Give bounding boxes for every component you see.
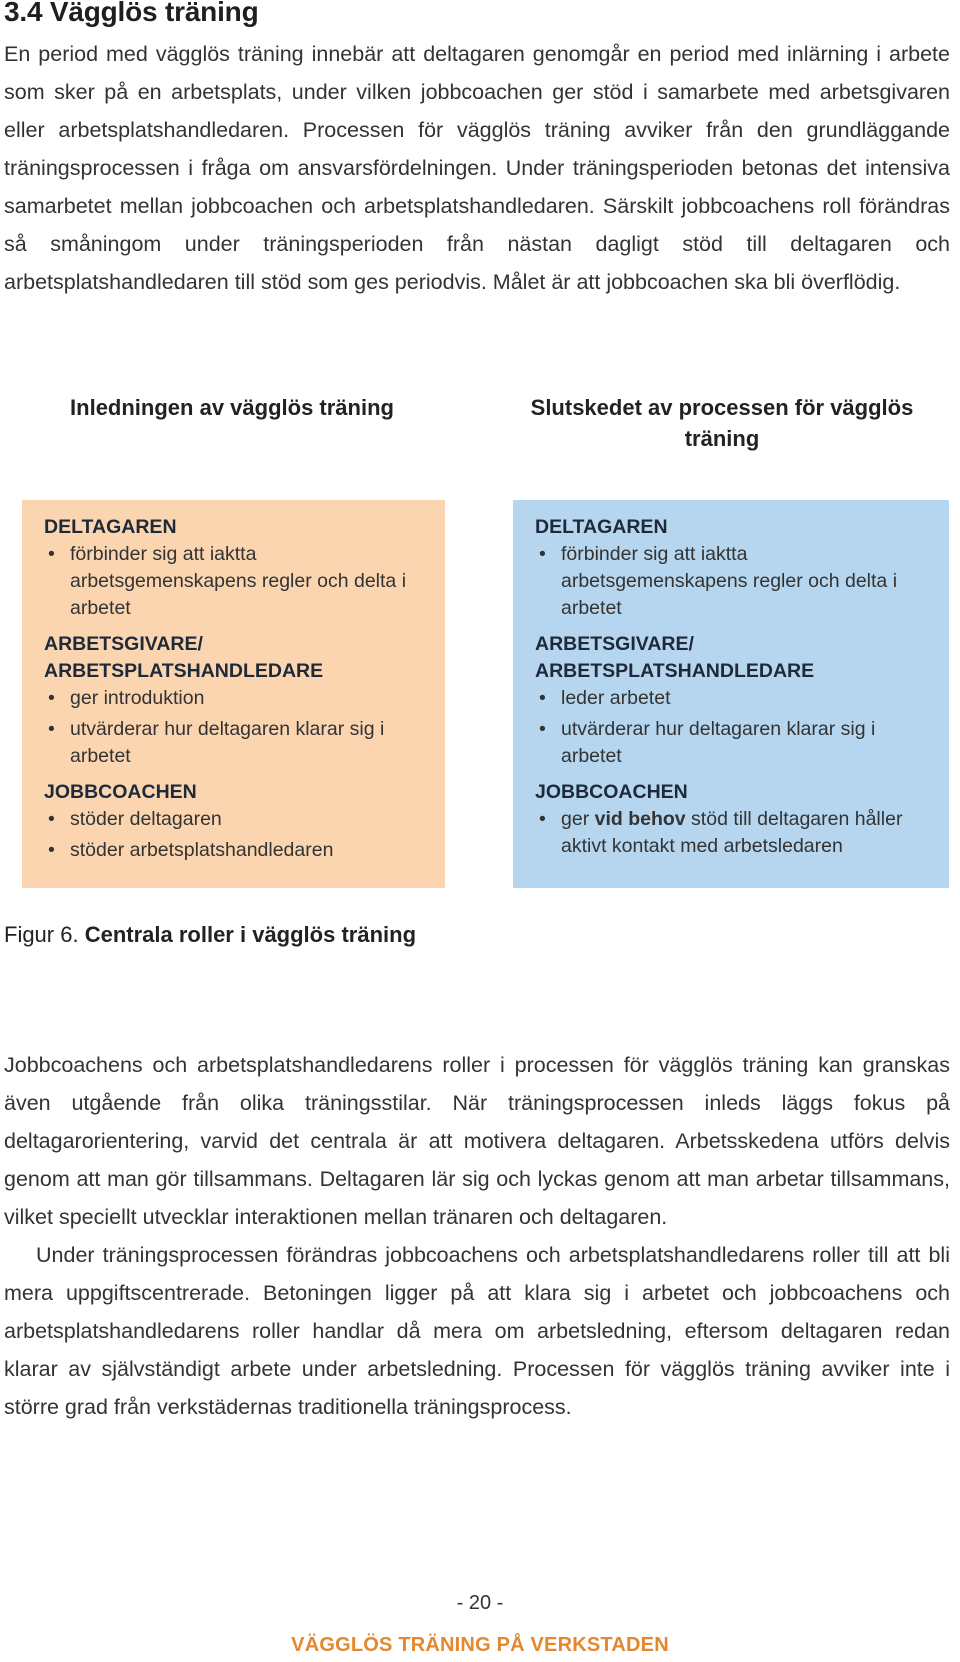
role-item-text: ger introduktion bbox=[70, 687, 205, 709]
body-paragraph: Jobbcoachens och arbetsplatshandledarens roller i processen för vägglös träning kan granskas även utgående från olika träningsstilar. När träningsprocessen inleds läggs fokus på deltagarorientering, varvid det centrala är att motivera deltagaren. Arbetsskedena utförs delvis genom att man gör tillsammans. Deltagaren lär sig och lyckas genom att man arbetar tillsammans, vilket speciellt utvecklar interaktionen mellan tränaren och deltagaren. bbox=[4, 1053, 950, 1229]
role-item-emphasis: vid behov bbox=[594, 808, 686, 830]
bullet-marker: • bbox=[48, 839, 55, 861]
role-title: DELTAGAREN bbox=[535, 516, 668, 538]
initial-phase-box bbox=[22, 500, 445, 888]
role-group bbox=[535, 779, 935, 860]
page-number: - 20 - bbox=[456, 1592, 504, 1614]
intro-paragraph: En period med vägglös träning innebär att deltagaren genomgår en period med inlärning i arbete som sker på en arbetsplats, under vilken jobbcoachen ger stöd i samarbete med arbetsgivaren eller arbetsplatshandledaren. Processen för vägglös träning avviker från den grundläggande träningsprocessen i fråga om ansvarsfördelningen. Under träningsperioden betonas det intensiva samarbetet mellan jobbcoachen och arbetsplatshandledaren. Särskilt jobbcoachens roll förändras så småningom under träningsperioden från nästan dagligt stöd till deltagaren och arbetsplatshandledaren till stöd som ges periodvis. Målet är att jobbcoachen ska bli överflödig. bbox=[4, 42, 950, 294]
role-item bbox=[535, 541, 935, 622]
role-item-text: leder arbetet bbox=[561, 687, 671, 709]
bullet-marker: • bbox=[48, 718, 55, 740]
role-title: JOBBCOACHEN bbox=[44, 781, 197, 803]
role-item bbox=[44, 716, 431, 770]
role-item-text: förbinder sig att iaktta arbetsgemenskapens regler och delta i arbetet bbox=[70, 543, 407, 619]
role-item-text: stöd till deltagaren håller aktivt kontakt med arbetsledaren bbox=[561, 808, 903, 857]
role-group bbox=[44, 514, 431, 622]
role-group bbox=[44, 779, 431, 864]
caption-prefix: Figur 6. bbox=[4, 922, 85, 947]
role-item bbox=[535, 716, 935, 770]
role-item-list bbox=[535, 541, 935, 622]
role-title: DELTAGAREN bbox=[44, 516, 177, 538]
role-title: ARBETSGIVARE/ ARBETSPLATSHANDLEDARE bbox=[535, 633, 815, 682]
role-item-text: förbinder sig att iaktta arbetsgemenskapens regler och delta i arbetet bbox=[561, 543, 898, 619]
role-item bbox=[535, 806, 935, 860]
role-item-text: stöder arbetsplatshandledaren bbox=[70, 839, 334, 861]
left-column-heading: Inledningen av vägglös träning bbox=[70, 395, 394, 420]
role-item-text: ger bbox=[561, 808, 595, 830]
bullet-marker: • bbox=[539, 718, 546, 740]
bullet-marker: • bbox=[48, 687, 55, 709]
role-group bbox=[535, 514, 935, 622]
role-item bbox=[44, 541, 431, 622]
right-column-heading: Slutskedet av processen för vägglös träning bbox=[530, 395, 914, 451]
role-item-list bbox=[44, 806, 431, 864]
role-group bbox=[44, 631, 431, 770]
role-item bbox=[44, 685, 431, 712]
bullet-marker: • bbox=[539, 543, 546, 565]
role-item-list bbox=[535, 806, 935, 860]
role-group bbox=[535, 631, 935, 770]
role-item bbox=[535, 685, 935, 712]
role-item bbox=[44, 837, 431, 864]
role-item-list bbox=[44, 685, 431, 770]
section-heading: 3.4 Vägglös träning bbox=[4, 0, 259, 27]
running-footer-title: VÄGGLÖS TRÄNING PÅ VERKSTADEN bbox=[291, 1634, 669, 1656]
role-item-list bbox=[535, 685, 935, 770]
body-text bbox=[4, 1046, 950, 1426]
role-item bbox=[44, 806, 431, 833]
bullet-marker: • bbox=[48, 543, 55, 565]
figure-caption bbox=[4, 922, 416, 948]
role-item-text: utvärderar hur deltagaren klarar sig i arbetet bbox=[70, 718, 385, 767]
role-item-text: stöder deltagaren bbox=[70, 808, 222, 830]
caption-title: Centrala roller i vägglös träning bbox=[84, 922, 417, 947]
body-paragraph: Under träningsprocessen förändras jobbcoachens och arbetsplatshandledarens roller till att bli mera uppgiftscentrerade. Betoningen ligger på att klara sig i arbetet och jobbcoachens och arbetsplatshandledarens roller handlar då mera om arbetsledning, eftersom deltagaren redan klarar av självständigt arbete under arbetsledning. Processen för vägglös träning avviker inte i större grad från verkstädernas traditionella träningsprocess. bbox=[4, 1243, 950, 1419]
role-title: ARBETSGIVARE/ ARBETSPLATSHANDLEDARE bbox=[44, 633, 324, 682]
role-item-text: utvärderar hur deltagaren klarar sig i arbetet bbox=[561, 718, 876, 767]
bullet-marker: • bbox=[539, 808, 546, 830]
role-title: JOBBCOACHEN bbox=[535, 781, 688, 803]
role-item-list bbox=[44, 541, 431, 622]
bullet-marker: • bbox=[539, 687, 546, 709]
final-phase-box bbox=[513, 500, 949, 888]
bullet-marker: • bbox=[48, 808, 55, 830]
